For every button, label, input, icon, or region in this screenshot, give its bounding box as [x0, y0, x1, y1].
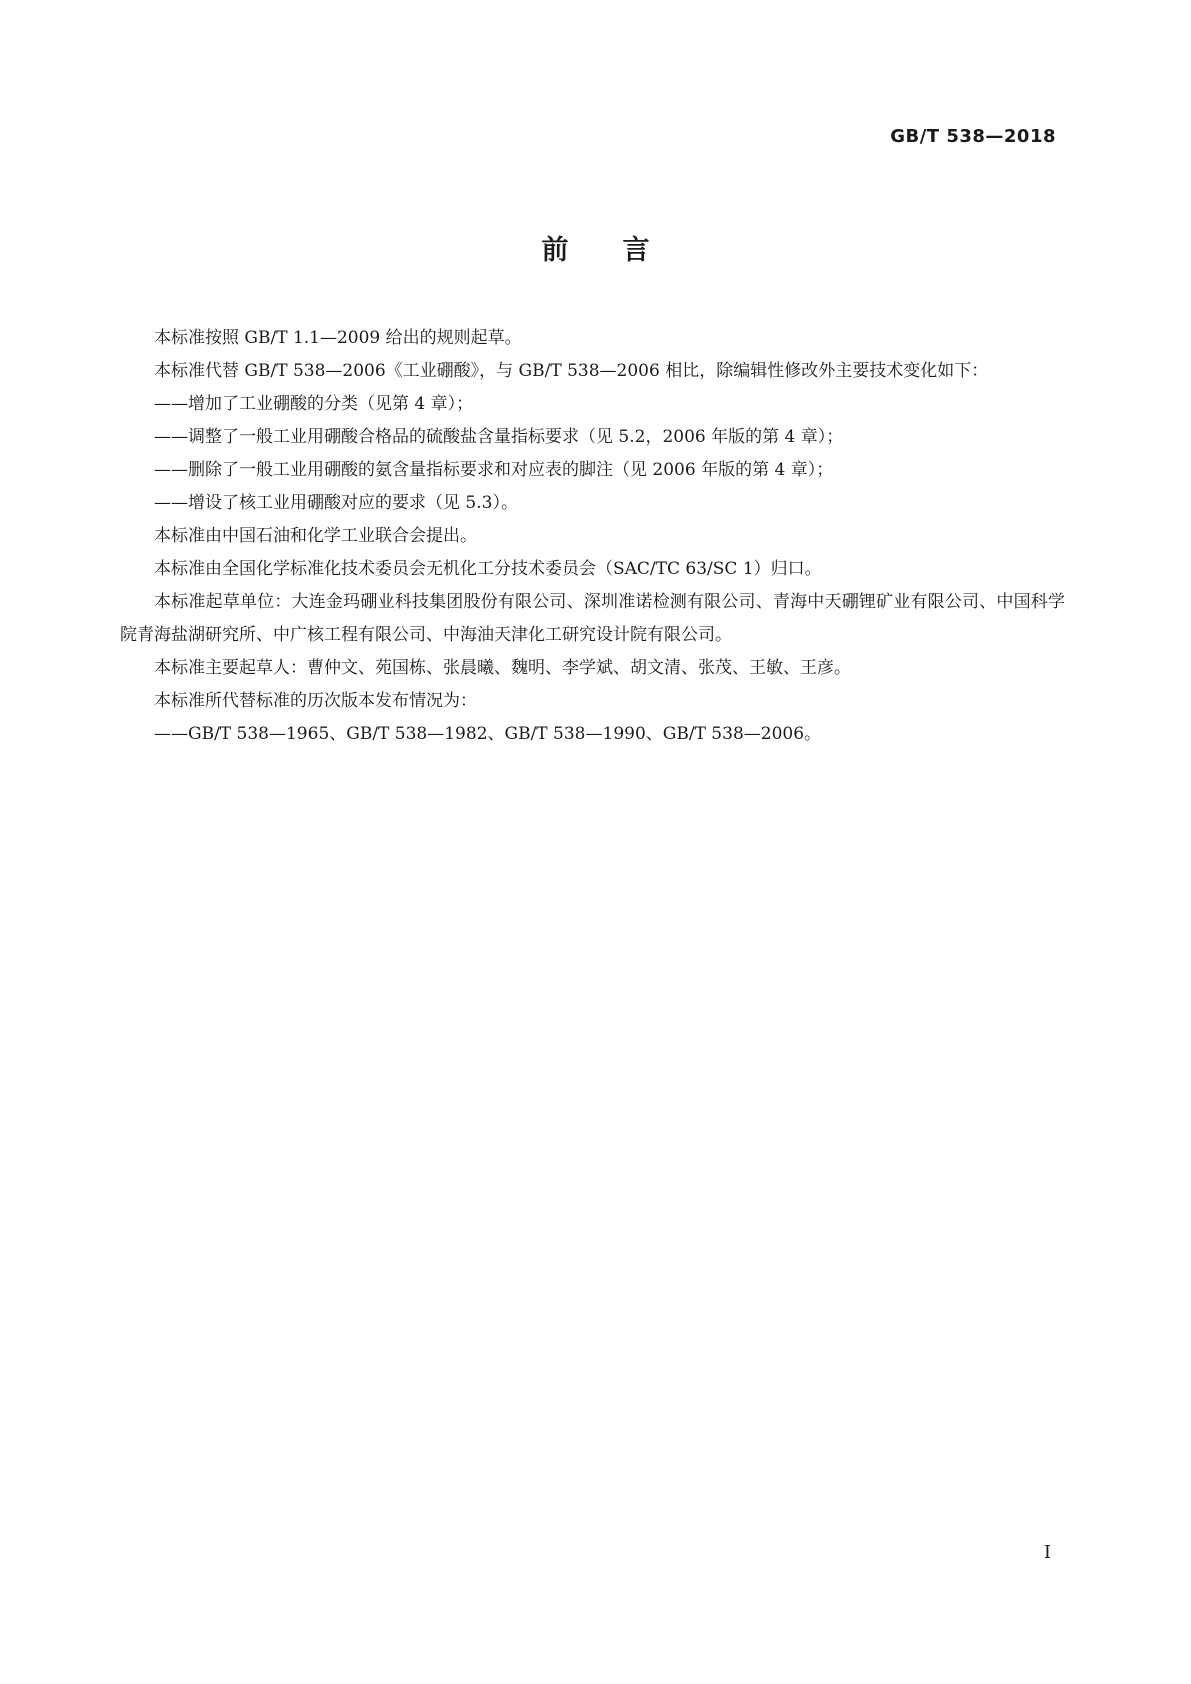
change-item-ammonia: ——删除了一般工业用硼酸的氨含量指标要求和对应表的脚注（见 2006 年版的第 4 章）；: [154, 460, 834, 480]
history-item-versions: ——GB/T 538—1965、GB/T 538—1982、GB/T 538—1990、GB/T 538—2006。: [154, 724, 822, 744]
change-item-classification: ——增加了工业硼酸的分类（见第 4 章）；: [154, 394, 474, 414]
foreword-body: [120, 322, 1065, 751]
paragraph-drafting-rules: 本标准按照 GB/T 1.1—2009 给出的规则起草。: [154, 328, 522, 348]
page-number: I: [1043, 1542, 1051, 1563]
change-item-sulfate: ——调整了一般工业用硼酸合格品的硫酸盐含量指标要求（见 5.2，2006 年版的第 4 章）；: [154, 427, 844, 447]
paragraph-history-intro: 本标准所代替标准的历次版本发布情况为：: [154, 691, 477, 711]
change-item-nuclear: ——增设了核工业用硼酸对应的要求（见 5.3）。: [154, 493, 518, 513]
paragraph-drafting-units: 本标准起草单位：大连金玛硼业科技集团股份有限公司、深圳准诺检测有限公司、青海中天硼锂矿业有限公司、中国科学院青海盐湖研究所、中广核工程有限公司、中海油天津化工研究设计院有限公司。: [120, 592, 1065, 645]
paragraph-committee: 本标准由全国化学标准化技术委员会无机化工分技术委员会（SAC/TC 63/SC 1）归口。: [154, 559, 822, 579]
paragraph-proposer: 本标准由中国石油和化学工业联合会提出。: [154, 526, 477, 546]
standard-number: GB/T 538—2018: [890, 126, 1056, 147]
paragraph-replacement: 本标准代替 GB/T 538—2006《工业硼酸》，与 GB/T 538—2006 相比，除编辑性修改外主要技术变化如下：: [154, 361, 989, 381]
paragraph-drafters: 本标准主要起草人：曹仲文、苑国栋、张晨曦、魏明、李学斌、胡文清、张茂、王敏、王彦。: [154, 658, 851, 678]
page-title: 前 言: [541, 235, 650, 266]
